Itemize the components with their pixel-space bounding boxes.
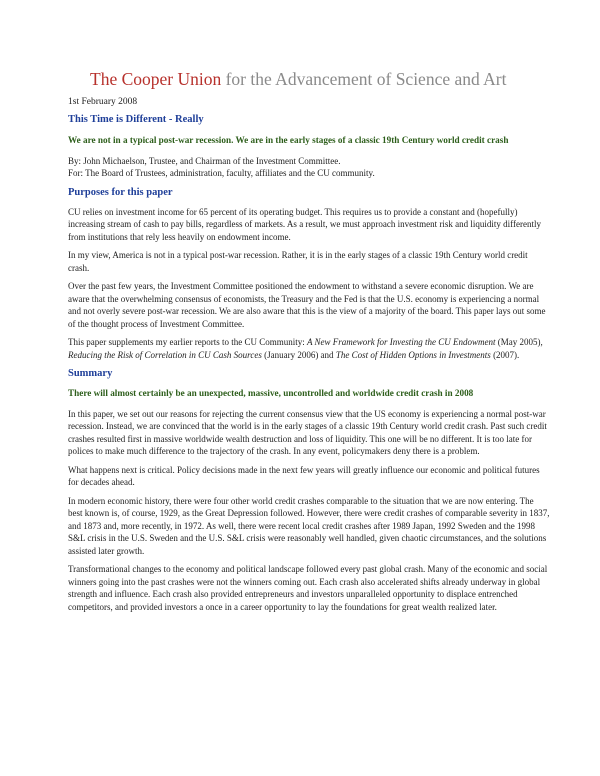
document-title: This Time is Different - Really [68,114,204,125]
purposes-paragraph-1: CU relies on investment income for 65 percent of its operating budget. This requires us to provide a constant and (hopefully) increasing stream of cash to pay bills, regardless of markets. As a result, we must approach investment risk and liquidity differently from institutions that rely less heavily on endowment income. [68,206,541,242]
byline [68,155,550,180]
org-name: The Cooper Union [90,69,222,89]
org-tagline: for the Advancement of Science and Art [225,69,507,89]
summary-paragraph-4: Transformational changes to the economy and political landscape followed every past global crash. Many of the economic and social winners going into the past crashes were not the winners coming out. Each crash also accelerated shifts already underway in global strength and influence. Each crash also provided entrepreneurs and investors unparalleled opportunity to displace entrenched competitors, and provided investors a once in a career opportunity to lay the foundations for great wealth realized later. [68,564,548,612]
reference-title-1: A New Framework for Investing the CU Endowment [306,337,496,347]
purposes-heading: Purposes for this paper [68,186,173,198]
purposes-paragraph-3: Over the past few years, the Investment Committee positioned the endowment to withstand a severe economic disruption. We are aware that the overwhelming consensus of economists, the Treasury and the Fed is that the U.S. economy is experiencing a normal and not overly severe post-war recession. We are also aware that this is the view of a majority of the board. This paper lays out some of the thought process of Investment Committee. [68,281,546,329]
byline-audience: For: The Board of Trustees, administration, faculty, affiliates and the CU community. [68,168,375,178]
reference-title-2: Reducing the Risk of Correlation in CU Cash Sources [68,349,262,360]
ref-sep-2: (January 2006) and [261,349,336,360]
summary-paragraph-1: In this paper, we set out our reasons for rejecting the current consensus view that the US economy is experiencing a normal post-war recession. Instead, we are convinced that the world is in the early stages of a classic 19th Century world credit crash. Past such credit crashes resulted first in massive worldwide wealth destruction and loss of liquidity. This one will be no different. It is too late for polices to make much difference to the trajectory of the crash. In any event, policymakers deny there is a problem. [68,408,547,456]
summary-subheading: There will almost certainly be an unexpected, massive, uncontrolled and worldwide credit crash in 2008 [68,388,474,398]
ref-intro: This paper supplements my earlier reports to the CU Community: [68,337,307,347]
summary-heading: Summary [68,368,113,379]
summary-paragraph-3: In modern economic history, there were four other world credit crashes comparable to the situation that we are now entering. The best known is, of course, 1929, as the Great Depression followed. However, there were credit crashes of comparable severity in 1837, and 1873 and, more recently, in 1972. As well, there were recent local credit crashes after 1989 Japan, 1992 Sweden and the 1998 S&L crisis in the U.S. Sweden and the U.S. S&L crisis were reasonably well handled, given chaotic circumstances, and the solutions assisted later growth. [68,495,550,556]
ref-end: (2007). [490,349,520,360]
reference-title-3: The Cost of Hidden Options in Investments [335,349,491,360]
document-subtitle: We are not in a typical post-war recession. We are in the early stages of a classic 19th Century world credit crash [68,135,509,145]
document-date: 1st February 2008 [68,97,138,107]
summary-paragraph-2: What happens next is critical. Policy decisions made in the next few years will greatly influence our economic and political futures for decades ahead. [68,464,540,487]
masthead [90,68,550,90]
purposes-paragraph-4 [68,336,550,361]
ref-sep-1: (May 2005), [495,337,543,347]
byline-author: By: John Michaelson, Trustee, and Chairman of the Investment Committee. [68,155,341,166]
purposes-paragraph-2: In my view, America is not in a typical post-war recession. Rather, it is in the early stages of a classic 19th Century world credit crash. [68,250,528,273]
